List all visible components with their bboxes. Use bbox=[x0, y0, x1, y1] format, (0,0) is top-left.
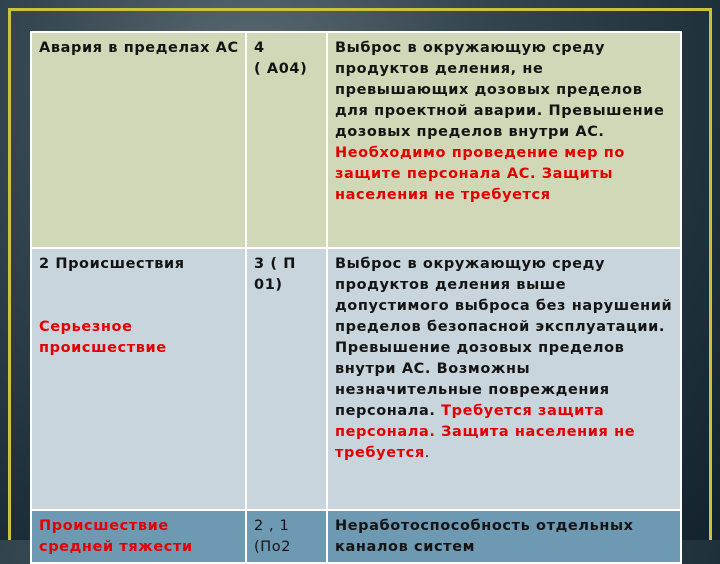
event-category-text: Авария в пределах АС bbox=[39, 40, 239, 56]
frame-right-line bbox=[709, 8, 712, 540]
event-category-cell bbox=[31, 32, 246, 248]
level-cell bbox=[246, 510, 327, 563]
table-row bbox=[31, 248, 681, 510]
level-text: 3 ( П 01) bbox=[254, 256, 296, 293]
table-row bbox=[31, 32, 681, 248]
level-text: 4 ( А04) bbox=[254, 40, 308, 77]
description-cell bbox=[327, 248, 681, 510]
description-cell bbox=[327, 32, 681, 248]
sentence-end-text: . bbox=[424, 445, 430, 461]
event-category-cell bbox=[31, 510, 246, 563]
description-cell bbox=[327, 510, 681, 563]
required-measures-text: Необходимо проведение мер по защите персонала АС. Защиты населения не требуется bbox=[335, 145, 625, 203]
description-text: Выброс в окружающую среду продуктов деления выше допустимого выброса без нарушений пределов безопасной эксплуатации. Превышение дозовых пределов внутри АС. Возможны незначительные повреждения персонала. bbox=[335, 256, 673, 419]
level-cell bbox=[246, 248, 327, 510]
event-subcategory-text: Серьезное происшествие bbox=[39, 319, 167, 356]
level-text: 2 , 1 (По2 bbox=[254, 518, 292, 555]
description-text: Неработоспособность отдельных каналов систем bbox=[335, 518, 634, 555]
table-row bbox=[31, 510, 681, 563]
frame-left-line bbox=[8, 8, 11, 540]
ines-scale-table bbox=[30, 31, 682, 564]
required-measures-text: Требуется защита персонала. Защита населения не требуется bbox=[335, 403, 636, 461]
event-category-text: 2 Происшествия bbox=[39, 256, 185, 272]
event-category-cell bbox=[31, 248, 246, 510]
description-text: Выброс в окружающую среду продуктов деления, не превышающих дозовых пределов для проектной аварии. Превышение дозовых пределов внутри АС. bbox=[335, 40, 665, 140]
event-category-text: Происшествие средней тяжести bbox=[39, 518, 193, 555]
level-cell bbox=[246, 32, 327, 248]
frame-top-line bbox=[8, 8, 712, 11]
